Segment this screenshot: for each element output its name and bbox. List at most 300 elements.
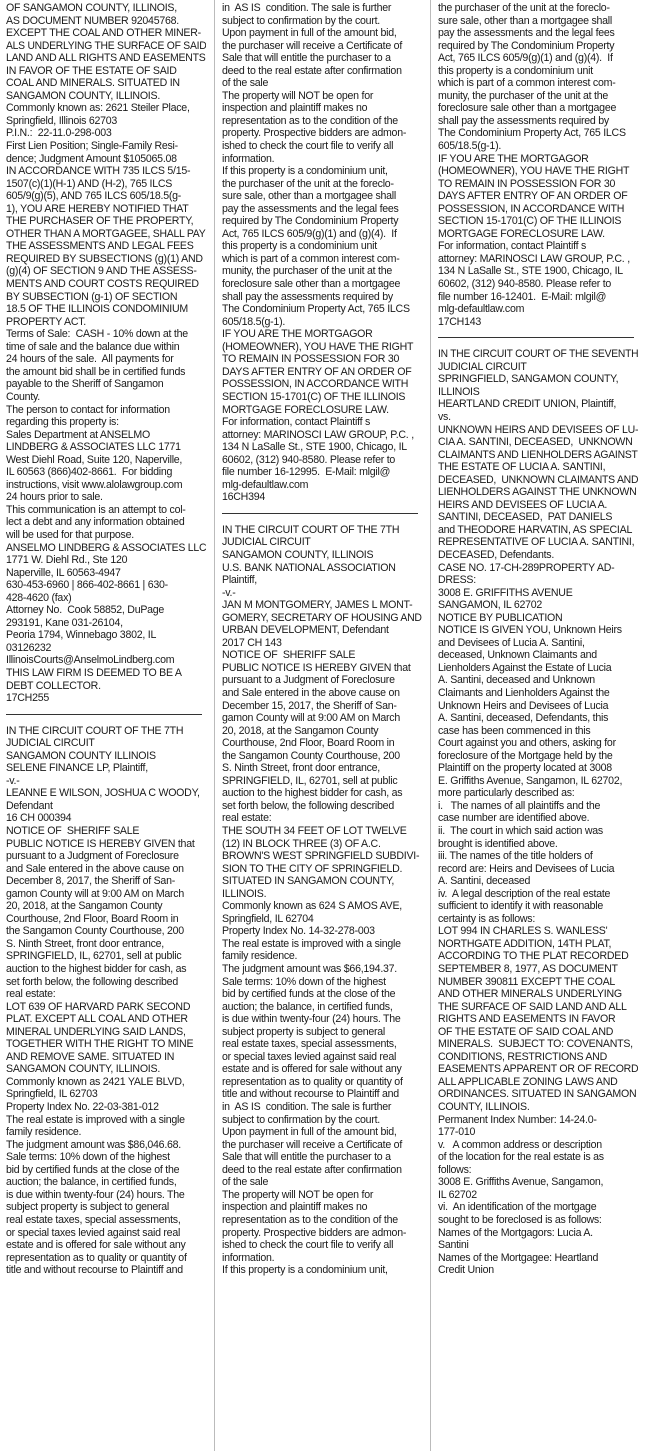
notice-text-line: required by The Condominium Property: [222, 215, 399, 228]
notice-text-line: DECEASED, UNKNOWN CLAIMANTS AND: [438, 473, 638, 486]
notice-text-line: 24 hours of the sale. All payments for: [6, 353, 174, 366]
notice-text-line: auction to the highest bidder for cash, as: [6, 963, 187, 976]
notice-text-line: certainty is as follows:: [438, 912, 536, 925]
notice-text-line: AND REMOVE SAME. SITUATED IN: [6, 1050, 175, 1063]
notice-text-line: brought is identified above.: [438, 837, 558, 850]
notice-text-line: SITUATED IN SANGAMON COUNTY,: [222, 875, 395, 888]
notice-text-line: deceased, Unknown Claimants and: [438, 649, 597, 662]
notice-text-line: deed to the real estate after confirmation: [222, 1163, 402, 1176]
notice-text-line: required by The Condominium Property: [438, 39, 615, 52]
legal-notice: [222, 2, 422, 504]
notice-text-line: in AS IS condition. The sale is further: [222, 2, 392, 14]
notice-text-line: subject to confirmation by the court.: [222, 14, 380, 27]
notice-text-line: Property Index No. 22-03-381-012: [6, 1101, 159, 1114]
notice-text-line: representation as to quality or quantity of: [222, 1075, 403, 1088]
notice-text-line: mlg-defaultlaw.com: [222, 478, 309, 491]
notice-text-line: lect a debt and any information obtained: [6, 516, 185, 529]
notice-text-line: EASEMENTS APPARENT OR OF RECORD: [438, 1063, 638, 1076]
notice-separator-rule: [6, 714, 202, 715]
notice-text-line: DEBT COLLECTOR.: [6, 679, 101, 692]
notice-text-line: the Sangamon County Courthouse, 200: [6, 925, 184, 938]
notice-text-line: (HOMEOWNER), YOU HAVE THE RIGHT: [438, 165, 630, 178]
notice-text-line: and Sale entered in the above cause on: [6, 862, 184, 875]
legal-notice: [222, 524, 422, 1277]
notice-text-line: PUBLIC NOTICE IS HEREBY GIVEN that: [222, 661, 411, 674]
notice-separator-rule: [438, 337, 634, 338]
column-3: [438, 2, 638, 1448]
notice-text-line: auction; the balance, in certified funds,: [222, 1000, 393, 1013]
notice-text-line: Sale that will entitle the purchaser to a: [222, 1151, 391, 1164]
notice-text-line: For information, contact Plaintiff s: [222, 416, 371, 429]
notice-text-line: CASE NO. 17-CH-289PROPERTY AD-: [438, 561, 615, 574]
notice-text-line: ACCORDING TO THE PLAT RECORDED: [438, 950, 629, 963]
notice-text-line: 18.5 OF THE ILLINOIS CONDOMINIUM: [6, 303, 188, 316]
notice-text-line: which is part of a common interest com-: [222, 252, 400, 265]
notice-text-line: auction to the highest bidder for cash, as: [222, 787, 403, 800]
notice-text-line: inspection and plaintiff makes no: [222, 102, 368, 115]
notice-text-line: Sales Department at ANSELMO: [6, 428, 150, 441]
notice-text-line: the purchaser of the unit at the foreclo-: [438, 2, 610, 14]
notice-text-line: IF YOU ARE THE MORTGAGOR: [222, 328, 373, 341]
notice-text-line: HEARTLAND CREDIT UNION, Plaintiff,: [438, 398, 617, 411]
notice-text-line: (HOMEOWNER), YOU HAVE THE RIGHT: [222, 340, 414, 353]
notice-text-line: dence; Judgment Amount $105065.08: [6, 152, 177, 165]
notice-text-line: iii. The names of the title holders of: [438, 850, 593, 863]
notice-text-line: SANTINI, DECEASED, PAT DANIELS: [438, 511, 613, 524]
notice-text-line: 605/18.5(g-1).: [222, 315, 286, 328]
notice-text-line: (12) IN BLOCK THREE (3) OF A.C.: [222, 837, 381, 850]
notice-text-line: property. Prospective bidders are admon-: [222, 1226, 407, 1239]
notice-text-line: estate and is offered for sale without any: [222, 1063, 402, 1076]
notice-text-line: foreclosure sale other than a mortgagee: [222, 278, 401, 291]
legal-notice: [6, 2, 206, 705]
notice-text-line: December 15, 2017, the Sheriff of San-: [222, 699, 397, 712]
notice-text-line: CLAIMANTS AND LIENHOLDERS AGAINST: [438, 448, 638, 461]
notice-text-line: 1771 W. Diehl Rd., Ste 120: [6, 554, 128, 567]
notice-text-line: HEIRS AND DEVISEES OF LUCIA A.: [438, 498, 608, 511]
notice-text-line: A. Santini, deceased, Defendants, this: [438, 712, 609, 725]
notice-text-line: SANGAMON COUNTY ILLINOIS: [6, 749, 156, 762]
notice-text-line: this property is a condominium unit: [222, 240, 377, 253]
notice-text-line: If this property is a condominium unit,: [222, 165, 388, 178]
notice-text-line: 60602, (312) 940-8580. Please refer to: [438, 278, 612, 291]
notice-text-line: Springfield, Illinois 62703: [6, 114, 118, 127]
notice-text-line: pursuant to a Judgment of Foreclosure: [6, 850, 179, 863]
notice-text-line: ALS UNDERLYING THE SURFACE OF SAID: [6, 39, 206, 52]
notice-text-line: THIS LAW FIRM IS DEEMED TO BE A: [6, 666, 182, 679]
notice-text-line: case number are identified above.: [438, 812, 590, 825]
notice-text-line: 428-4620 (fax): [6, 591, 72, 604]
notice-text-line: REPRESENTATIVE OF LUCIA A. SANTINI,: [438, 536, 635, 549]
notice-text-line: 134 N LaSalle St., STE 1900, Chicago, IL: [222, 441, 407, 454]
notice-text-line: Sale that will entitle the purchaser to a: [222, 52, 391, 65]
notice-text-line: shall pay the assessments required by: [222, 290, 393, 303]
notice-text-line: pay the assessments and the legal fees: [222, 202, 399, 215]
notice-text-line: A. Santini, deceased and Unknown: [438, 674, 595, 687]
legal-notice: [6, 725, 206, 1277]
notice-text-line: time of sale and the balance due within: [6, 340, 180, 353]
column-1: [6, 2, 206, 1448]
notice-text-line: pursuant to a Judgment of Foreclosure: [222, 674, 395, 687]
notice-text-line: NORTHGATE ADDITION, 14TH PLAT,: [438, 937, 612, 950]
notice-text-line: SEPTEMBER 8, 1977, AS DOCUMENT: [438, 963, 618, 976]
notice-text-line: shall pay the assessments required by: [438, 114, 609, 127]
notice-text-line: SPRINGFIELD, IL, 62701, sell at public: [6, 950, 182, 963]
notice-text-line: gamon County will at 9:00 AM on March: [6, 887, 184, 900]
notice-text-line: file number 16-12401. E-Mail: mlgil@: [438, 290, 607, 303]
notice-text-line: deed to the real estate after confirmation: [222, 64, 402, 77]
notice-text-line: 605/18.5(g-1).: [438, 140, 502, 153]
notice-text-line: UNKNOWN HEIRS AND DEVISEES OF LU-: [438, 423, 638, 436]
notice-text-line: Peoria 1794, Winnebago 3802, IL: [6, 629, 157, 642]
notice-text-line: or special taxes levied against said real: [222, 1050, 397, 1063]
notice-text-line: Credit Union: [438, 1264, 494, 1277]
notice-text-line: or special taxes levied against said real: [6, 1226, 181, 1239]
notice-text-line: PROPERTY ACT.: [6, 315, 86, 328]
notice-text-line: 1), YOU ARE HEREBY NOTIFIED THAT: [6, 202, 189, 215]
notice-text-line: Names of the Mortgagors: Lucia A.: [438, 1226, 593, 1239]
notice-text-line: LEANNE E WILSON, JOSHUA C WOODY,: [6, 787, 200, 800]
notice-text-line: Attorney No. Cook 58852, DuPage: [6, 604, 165, 617]
notice-text-line: 1507(c)(1)(H-1) AND (H-2), 765 ILCS: [6, 177, 173, 190]
notice-text-line: BY SUBSECTION (g-1) OF SECTION: [6, 290, 178, 303]
notice-text-line: S. Ninth Street, front door entrance,: [6, 937, 164, 950]
notice-text-line: Permanent Index Number: 14-24.0-: [438, 1113, 597, 1126]
notice-text-line: POSSESSION, IN ACCORDANCE WITH: [438, 202, 625, 215]
notice-text-line: 16CH394: [222, 491, 266, 504]
notice-text-line: ANSELMO LINDBERG & ASSOCIATES LLC: [6, 541, 206, 554]
column-divider: [214, 0, 215, 1451]
notice-text-line: is due within twenty-four (24) hours. The: [6, 1188, 185, 1201]
notice-text-line: and Sale entered in the above cause on: [222, 686, 400, 699]
notice-text-line: DAYS AFTER ENTRY OF AN ORDER OF: [438, 190, 628, 203]
notice-text-line: sought to be foreclosed is as follows:: [438, 1213, 602, 1226]
notice-text-line: attorney: MARINOSCI LAW GROUP, P.C. ,: [438, 252, 630, 265]
notice-text-line: (g)(4) OF SECTION 9 AND THE ASSESS-: [6, 265, 197, 278]
notice-text-line: 60602, (312) 940-8580. Please refer to: [222, 453, 396, 466]
notice-text-line: OF SANGAMON COUNTY, ILLINOIS,: [6, 2, 177, 14]
notice-text-line: title and without recourse to Plaintiff and: [6, 1264, 183, 1277]
notice-text-line: subject property is subject to general: [6, 1201, 170, 1214]
notice-text-line: SION TO THE CITY OF SPRINGFIELD.: [222, 862, 403, 875]
notice-text-line: case has been commenced in this: [438, 724, 591, 737]
notice-text-line: PLAT. EXCEPT ALL COAL AND OTHER: [6, 1013, 188, 1026]
legal-notice: [438, 2, 638, 328]
notice-text-line: LAND AND ALL RIGHTS AND EASEMENTS: [6, 52, 206, 65]
notice-text-line: pay the assessments and the legal fees: [438, 27, 615, 40]
notice-text-line: AND OTHER MINERALS UNDERLYING: [438, 988, 622, 1001]
notice-text-line: Springfield, IL 62704: [222, 912, 314, 925]
notice-text-line: Defendant: [6, 799, 53, 812]
notice-text-line: -v.-: [6, 774, 20, 787]
notice-text-line: set forth below, the following described: [222, 799, 394, 812]
notice-text-line: the purchaser of the unit at the foreclo-: [222, 177, 394, 190]
notice-text-line: v. A common address or description: [438, 1138, 602, 1151]
notice-text-line: the purchaser will receive a Certificate of: [222, 39, 403, 52]
notice-text-line: sure sale, other than a mortgagee shall: [438, 14, 612, 27]
notice-text-line: BROWN'S WEST SPRINGFIELD SUBDIVI-: [222, 850, 420, 863]
notice-text-line: auction; the balance, in certified funds,: [6, 1176, 177, 1189]
notice-text-line: Claimants and Lienholders Against the: [438, 686, 610, 699]
notice-text-line: URBAN DEVELOPMENT, Defendant: [222, 624, 389, 637]
notice-text-line: IN FAVOR OF THE ESTATE OF SAID: [6, 64, 177, 77]
notice-text-line: PUBLIC NOTICE IS HEREBY GIVEN that: [6, 837, 195, 850]
notice-text-line: The property will NOT be open for: [222, 89, 374, 102]
notice-text-line: This communication is an attempt to col-: [6, 503, 186, 516]
notice-text-line: Naperville, IL 60563-4947: [6, 566, 121, 579]
notice-text-line: ished to check the court file to verify all: [222, 1239, 394, 1252]
notice-text-line: Upon payment in full of the amount bid,: [222, 27, 397, 40]
notice-text-line: THE SURFACE OF SAID LAND AND ALL: [438, 1000, 627, 1013]
notice-text-line: The real estate is improved with a single: [6, 1113, 185, 1126]
notice-text-line: ILLINOIS.: [222, 887, 267, 900]
notice-text-line: subject to confirmation by the court.: [222, 1113, 380, 1126]
notice-text-line: IN ACCORDANCE WITH 735 ILCS 5/15-: [6, 165, 191, 178]
notice-text-line: record are: Heirs and Devisees of Lucia: [438, 862, 615, 875]
notice-text-line: TOGETHER WITH THE RIGHT TO MINE: [6, 1038, 194, 1051]
notice-text-line: munity, the purchaser of the unit at the: [438, 89, 609, 102]
notice-text-line: mlg-defaultlaw.com: [438, 303, 525, 316]
notice-text-line: 177-010: [438, 1126, 476, 1139]
notice-text-line: The property will NOT be open for: [222, 1188, 374, 1201]
notice-text-line: JUDICIAL CIRCUIT: [438, 360, 527, 373]
column-divider: [430, 0, 431, 1451]
notice-text-line: 605/9(g)(5), AND 765 ILCS 605/18.5(g-: [6, 190, 182, 203]
notice-text-line: Upon payment in full of the amount bid,: [222, 1126, 397, 1139]
notice-text-line: property. Prospective bidders are admon-: [222, 127, 407, 140]
notice-text-line: estate and is offered for sale without any: [6, 1239, 186, 1252]
notice-text-line: munity, the purchaser of the unit at the: [222, 265, 393, 278]
notice-text-line: Terms of Sale: CASH - 10% down at the: [6, 328, 188, 341]
notice-text-line: 17CH255: [6, 692, 50, 705]
column-2: [222, 2, 422, 1448]
notice-text-line: gamon County will at 9:00 AM on March: [222, 712, 400, 725]
notice-text-line: IN THE CIRCUIT COURT OF THE SEVENTH: [438, 348, 638, 361]
notice-text-line: THE PURCHASER OF THE PROPERTY,: [6, 215, 194, 228]
notice-text-line: instructions, visit www.alolawgroup.com: [6, 478, 183, 491]
notice-text-line: Santini: [438, 1239, 469, 1252]
notice-text-line: inspection and plaintiff makes no: [222, 1201, 368, 1214]
notice-text-line: SANGAMON, IL 62702: [438, 599, 543, 612]
notice-text-line: of the sale: [222, 1176, 269, 1189]
notice-text-line: Names of the Mortgagee: Heartland: [438, 1251, 599, 1264]
notice-text-line: Courthouse, 2nd Floor, Board Room in: [6, 912, 179, 925]
notice-text-line: RIGHTS AND EASEMENTS IN FAVOR: [438, 1013, 616, 1026]
notice-text-line: U.S. BANK NATIONAL ASSOCIATION: [222, 561, 396, 574]
notice-text-line: subject property is subject to general: [222, 1025, 386, 1038]
notice-text-line: -v.-: [222, 586, 236, 599]
notice-text-line: real estate:: [222, 812, 272, 825]
notice-text-line: 293191, Kane 031-26104,: [6, 616, 123, 629]
notice-text-line: Commonly known as: 2621 Steiler Place,: [6, 102, 190, 115]
notice-text-line: DAYS AFTER ENTRY OF AN ORDER OF: [222, 365, 412, 378]
notice-text-line: CIA A. SANTINI, DECEASED, UNKNOWN: [438, 436, 633, 449]
notice-text-line: THE ESTATE OF LUCIA A. SANTINI,: [438, 461, 606, 474]
notice-text-line: MORTGAGE FORECLOSURE LAW.: [438, 227, 605, 240]
notice-text-line: ALL APPLICABLE ZONING LAWS AND: [438, 1075, 618, 1088]
notice-text-line: iv. A legal description of the real estate: [438, 887, 611, 900]
notice-text-line: file number 16-12995. E-Mail: mlgil@: [222, 466, 391, 479]
notice-text-line: vs.: [438, 410, 451, 423]
notice-text-line: sure sale, other than a mortgagee shall: [222, 190, 396, 203]
notice-text-line: IF YOU ARE THE MORTGAGOR: [438, 152, 589, 165]
notice-text-line: family residence.: [6, 1126, 82, 1139]
notice-text-line: sufficient to identify it with reasonable: [438, 900, 604, 913]
notice-text-line: of the sale: [222, 77, 269, 90]
notice-text-line: which is part of a common interest com-: [438, 77, 616, 90]
notice-text-line: IL 62702: [438, 1188, 477, 1201]
notice-text-line: and THEODORE HARVATIN, AS SPECIAL: [438, 523, 633, 536]
notice-text-line: TO REMAIN IN POSSESSION FOR 30: [438, 177, 616, 190]
notice-text-line: NOTICE BY PUBLICATION: [438, 611, 563, 624]
notice-text-line: vi. An identification of the mortgage: [438, 1201, 597, 1214]
notice-text-line: For information, contact Plaintiff s: [438, 240, 587, 253]
notice-text-line: of the location for the real estate is as: [438, 1151, 604, 1164]
notice-text-line: real estate:: [6, 988, 56, 1001]
notice-text-line: this property is a condominium unit: [438, 64, 593, 77]
notice-text-line: SPRINGFIELD, IL, 62701, sell at public: [222, 774, 398, 787]
notice-text-line: more particularly described as:: [438, 787, 575, 800]
notice-text-line: Sale terms: 10% down of the highest: [222, 975, 386, 988]
notice-text-line: The Condominium Property Act, 765 ILCS: [222, 303, 410, 316]
notice-text-line: title and without recourse to Plaintiff and: [222, 1088, 399, 1101]
notice-text-line: NOTICE OF SHERIFF SALE: [6, 825, 140, 837]
notice-text-line: Plaintiff on the property located at 3008: [438, 762, 612, 775]
notice-text-line: MORTGAGE FORECLOSURE LAW.: [222, 403, 389, 416]
notice-text-line: NOTICE OF SHERIFF SALE: [222, 649, 356, 662]
notice-text-line: SANGAMON COUNTY, ILLINOIS: [222, 548, 374, 561]
notice-text-line: SANGAMON COUNTY, ILLINOIS.: [6, 89, 161, 102]
notice-text-line: information.: [222, 1251, 275, 1264]
notice-text-line: real estate taxes, special assessments,: [222, 1038, 397, 1051]
notice-text-line: Lienholders Against the Estate of Lucia: [438, 661, 612, 674]
notice-text-line: bid by certified funds at the close of the: [6, 1163, 180, 1176]
notice-text-line: Commonly known as 624 S AMOS AVE,: [222, 900, 402, 913]
notice-text-line: IL 60563 (866)402-8661. For bidding: [6, 466, 173, 479]
notice-text-line: ished to check the court file to verify all: [222, 140, 394, 153]
notice-text-line: Court against you and others, asking for: [438, 737, 616, 750]
notice-text-line: LOT 639 OF HARVARD PARK SECOND: [6, 1000, 191, 1013]
notice-text-line: the amount bid shall be in certified funds: [6, 365, 186, 378]
notice-text-line: the purchaser will receive a Certificate of: [222, 1138, 403, 1151]
notice-text-line: MINERALS. SUBJECT TO: COVENANTS,: [438, 1038, 633, 1051]
notice-text-line: representation as to quality or quantity of: [6, 1251, 187, 1264]
notice-text-line: NUMBER 390811 EXCEPT THE COAL: [438, 975, 616, 988]
notice-text-line: Plaintiff,: [222, 574, 257, 587]
notice-text-line: i. The names of all plaintiffs and the: [438, 799, 601, 812]
notice-text-line: 630-453-6960 | 866-402-8661 | 630-: [6, 579, 168, 592]
notice-text-line: LIENHOLDERS AGAINST THE UNKNOWN: [438, 486, 637, 499]
notice-text-line: 3008 E. Griffiths Avenue, Sangamon,: [438, 1176, 604, 1189]
notice-text-line: THE ASSESSMENTS AND LEGAL FEES: [6, 240, 194, 253]
notice-text-line: 24 hours prior to sale.: [6, 491, 103, 504]
notice-text-line: Springfield, IL 62703: [6, 1088, 98, 1101]
notice-text-line: regarding this property is:: [6, 416, 119, 429]
notice-text-line: ILLINOIS: [438, 385, 480, 398]
notice-text-line: real estate taxes, special assessments,: [6, 1213, 181, 1226]
notice-text-line: Act, 765 ILCS 605/9(g)(1) and (g)(4). If: [438, 52, 613, 65]
notice-text-line: and Devisees of Lucia A. Santini,: [438, 636, 585, 649]
notice-text-line: December 8, 2017, the Sheriff of San-: [6, 875, 175, 888]
notice-text-line: OF THE ESTATE OF SAID COAL AND: [438, 1025, 614, 1038]
notice-text-line: MENTS AND COURT COSTS REQUIRED: [6, 278, 199, 291]
notice-text-line: Commonly known as 2421 YALE BLVD,: [6, 1075, 185, 1088]
notice-text-line: 134 N LaSalle St., STE 1900, Chicago, IL: [438, 265, 623, 278]
notice-text-line: 03126232: [6, 641, 52, 654]
notice-text-line: representation as to the condition of the: [222, 114, 398, 127]
notice-text-line: ii. The court in which said action was: [438, 825, 603, 837]
notice-text-line: DRESS:: [438, 574, 476, 587]
notice-text-line: SELENE FINANCE LP, Plaintiff,: [6, 762, 148, 775]
notice-text-line: representation as to the condition of the: [222, 1213, 398, 1226]
notice-text-line: foreclosure of the Mortgage held by the: [438, 749, 613, 762]
notice-text-line: JUDICIAL CIRCUIT: [6, 737, 95, 750]
notice-text-line: follows:: [438, 1163, 472, 1176]
notice-text-line: information.: [222, 152, 275, 165]
notice-text-line: bid by certified funds at the close of the: [222, 988, 396, 1001]
notice-text-line: 2017 CH 143: [222, 636, 282, 649]
notice-text-line: S. Ninth Street, front door entrance,: [222, 762, 380, 775]
notice-text-line: SECTION 15-1701(C) OF THE ILLINOIS: [222, 390, 406, 403]
notice-text-line: ORDINANCES. SITUATED IN SANGAMON: [438, 1088, 637, 1101]
notice-text-line: SPRINGFIELD, SANGAMON COUNTY,: [438, 373, 619, 386]
notice-text-line: AS DOCUMENT NUMBER 92045768.: [6, 14, 179, 27]
notice-text-line: The judgment amount was $66,194.37.: [222, 963, 397, 976]
notice-text-line: E. Griffiths Avenue, Sangamon, IL 62702,: [438, 774, 623, 787]
notice-text-line: IllinoisCourts@AnselmoLindberg.com: [6, 654, 175, 667]
legal-notice: [438, 348, 638, 1276]
notice-text-line: 20, 2018, at the Sangamon County: [6, 900, 163, 913]
notice-text-line: First Lien Position; Single-Family Resi-: [6, 140, 178, 153]
notice-text-line: will be used for that purpose.: [6, 528, 134, 541]
notice-text-line: in AS IS condition. The sale is further: [222, 1101, 392, 1114]
notice-text-line: IN THE CIRCUIT COURT OF THE 7TH: [6, 724, 184, 737]
notice-text-line: TO REMAIN IN POSSESSION FOR 30: [222, 353, 400, 366]
notice-text-line: The judgment amount was $86,046.68.: [6, 1138, 181, 1151]
notice-text-line: The Condominium Property Act, 765 ILCS: [438, 127, 626, 140]
notice-text-line: DECEASED, Defendants.: [438, 548, 555, 561]
notice-text-line: SECTION 15-1701(C) OF THE ILLINOIS: [438, 215, 622, 228]
notice-text-line: THE SOUTH 34 FEET OF LOT TWELVE: [222, 825, 407, 837]
notice-text-line: Unknown Heirs and Devisees of Lucia: [438, 699, 609, 712]
notice-text-line: the Sangamon County Courthouse, 200: [222, 749, 400, 762]
notice-text-line: is due within twenty-four (24) hours. The: [222, 1013, 401, 1026]
notice-text-line: OTHER THAN A MORTGAGEE, SHALL PAY: [6, 227, 206, 240]
notice-text-line: REQUIRED BY SUBSECTIONS (g)(1) AND: [6, 252, 203, 265]
notice-text-line: NOTICE IS GIVEN YOU, Unknown Heirs: [438, 624, 622, 637]
notice-text-line: The real estate is improved with a single: [222, 937, 401, 950]
notice-text-line: Courthouse, 2nd Floor, Board Room in: [222, 737, 395, 750]
notice-text-line: 16 CH 000394: [6, 812, 72, 825]
notice-text-line: Act, 765 ILCS 605/9(g)(1) and (g)(4). If: [222, 227, 397, 240]
notice-text-line: COAL AND MINERALS. SITUATED IN: [6, 77, 180, 90]
notice-text-line: LOT 994 IN CHARLES S. WANLESS': [438, 925, 608, 938]
notice-text-line: MINERAL UNDERLYING SAID LANDS,: [6, 1025, 186, 1038]
notice-text-line: 17CH143: [438, 315, 482, 328]
notice-text-line: Sale terms: 10% down of the highest: [6, 1151, 170, 1164]
notice-text-line: EXCEPT THE COAL AND OTHER MINER-: [6, 27, 201, 40]
notice-separator-rule: [222, 513, 418, 514]
notice-text-line: CONDITIONS, RESTRICTIONS AND: [438, 1050, 607, 1063]
notice-text-line: COUNTY, ILLINOIS.: [438, 1101, 530, 1114]
notice-text-line: If this property is a condominium unit,: [222, 1264, 388, 1277]
notice-text-line: JAN M MONTGOMERY, JAMES L MONT-: [222, 599, 413, 612]
notice-text-line: LINDBERG & ASSOCIATES LLC 1771: [6, 441, 181, 454]
notice-text-line: SANGAMON COUNTY, ILLINOIS.: [6, 1063, 161, 1076]
notice-text-line: set forth below, the following described: [6, 975, 178, 988]
notice-text-line: Property Index No. 14-32-278-003: [222, 925, 375, 938]
notice-text-line: attorney: MARINOSCI LAW GROUP, P.C. ,: [222, 428, 414, 441]
